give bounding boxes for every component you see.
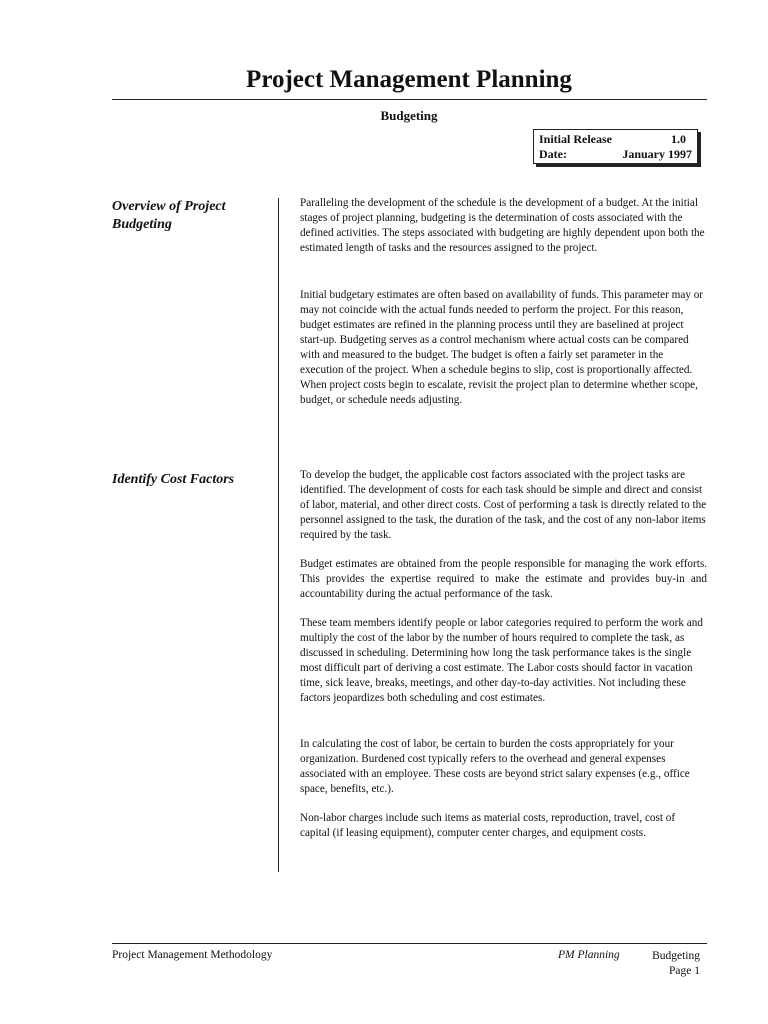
footer-section: PM Planning	[558, 949, 620, 961]
footer-topic: Budgeting	[652, 950, 700, 962]
footer-rule	[112, 943, 707, 944]
footer-methodology: Project Management Methodology	[112, 949, 273, 961]
paragraph: To develop the budget, the applicable cost factors associated with the project tasks are identified. The development of costs for each task should be simple and direct and consist of labor, material, and other direct costs. Cost of performing a task is directly related to the personnel assigned to the task, the duration of the task, and the cost of any non-labor items required by the task.	[300, 469, 707, 541]
paragraph: In calculating the cost of labor, be certain to burden the costs appropriately for your organization. Burdened cost typically refers to the overhead and general expenses associated with an employee. These costs are beyond strict salary expenses (e.g., office space, benefits, etc.).	[300, 738, 690, 795]
footer-page-info	[600, 949, 700, 979]
page-title: Project Management Planning	[246, 66, 572, 93]
date-label: Date:	[539, 147, 567, 161]
paragraph: Budget estimates are obtained from the people responsible for managing the work efforts. This provides the expertise required to make the estimate and provides buy-in and accountability during the actual performance of the task.	[300, 558, 707, 600]
paragraph: Paralleling the development of the schedule is the development of a budget. At the initial stages of project planning, budgeting is the determination of costs associated with the defined activities. The steps associated with budgeting are highly dependent upon both the estimated length of tasks and the resources assigned to the project.	[300, 197, 705, 254]
date-row	[539, 147, 692, 162]
release-row	[539, 132, 692, 147]
paragraph: Initial budgetary estimates are often based on availability of funds. This parameter may or may not coincide with the actual funds needed to perform the project. For this reason, budget estimates are refined in the planning process until they are baselined at project start-up. Budgeting serves as a control mechanism where actual costs can be compared with and measured to the budget. The budget is often a fairly set parameter in the execution of the project. When a schedule begins to slip, cost is proportionally affected. When project costs begin to escalate, revisit the project plan to determine whether scope, budget, or schedule needs adjusting.	[300, 289, 704, 406]
release-info-box	[533, 129, 698, 164]
release-label: Initial Release	[539, 132, 612, 146]
header-rule	[112, 99, 707, 100]
page-subtitle: Budgeting	[380, 108, 438, 123]
release-value: 1.0	[671, 132, 686, 146]
section-heading-overview: Overview of Project Budgeting	[112, 199, 226, 232]
paragraph: Non-labor charges include such items as material costs, reproduction, travel, cost of capital (if leasing equipment), computer center charges, and equipment costs.	[300, 812, 676, 839]
page-number: Page 1	[669, 965, 700, 977]
column-divider	[278, 198, 279, 872]
section-heading-cost-factors: Identify Cost Factors	[112, 472, 235, 487]
date-value: January 1997	[622, 147, 692, 161]
paragraph: These team members identify people or labor categories required to perform the work and multiply the cost of the labor by the number of hours required to complete the task, as discussed in scheduling. Determining how long the task performance takes is the single most difficult part of deriving a cost estimate. The Labor costs should factor in vacation time, sick leave, breaks, meetings, and other day-to-day activities. Not including these factors jeopardizes both scheduling and cost estimates.	[300, 617, 703, 704]
